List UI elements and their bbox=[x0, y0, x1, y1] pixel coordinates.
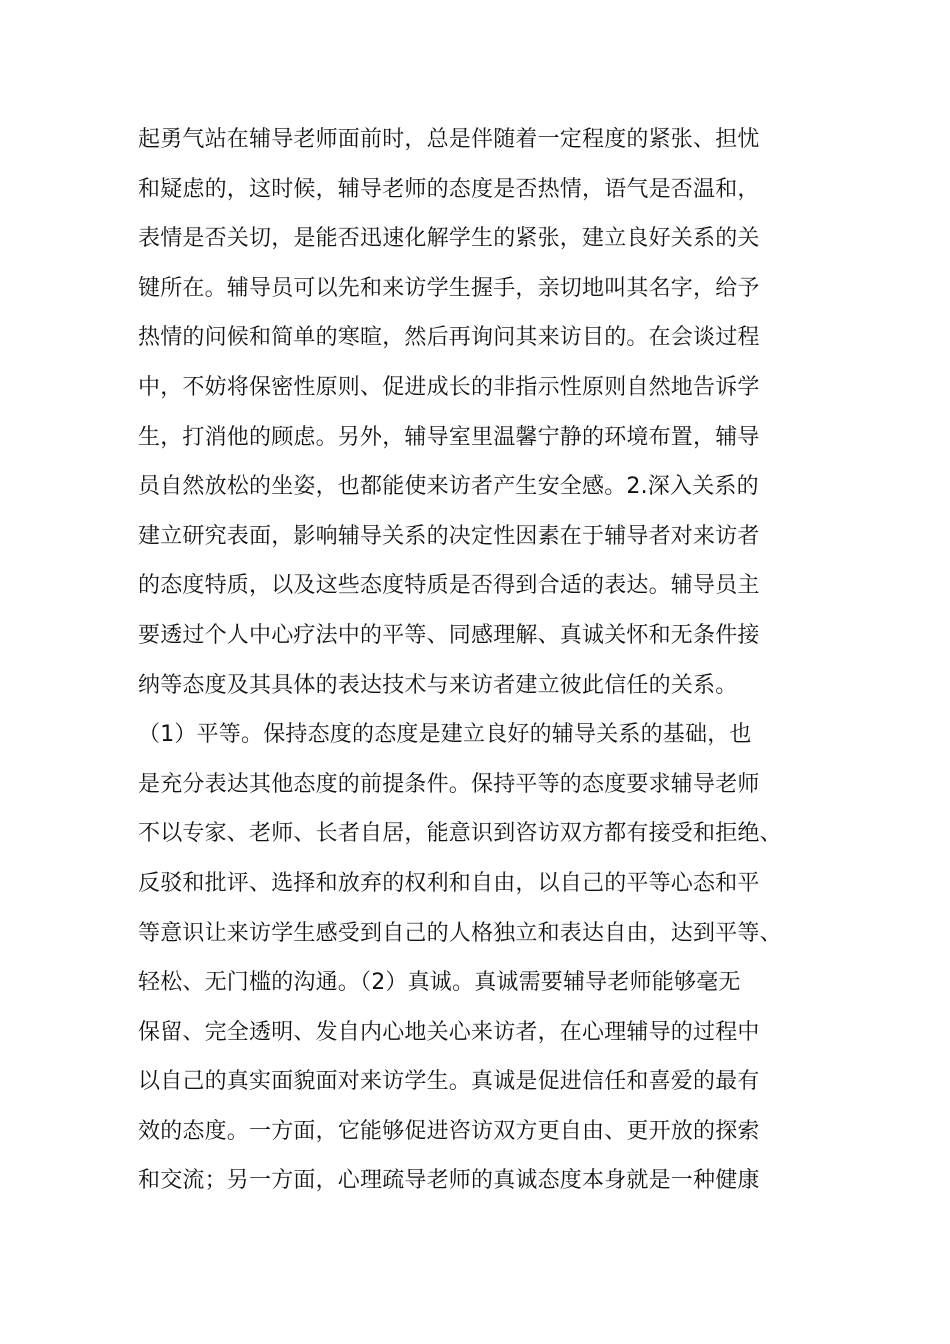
text-line: 保留、完全透明、发自内心地关心来访者，在心理辅导的过程中 bbox=[138, 1019, 760, 1045]
text-line: 生，打消他的顾虑。另外，辅导室里温馨宁静的环境布置，辅导 bbox=[138, 424, 760, 450]
text-line: 纳等态度及其具体的表达技术与来访者建立彼此信任的关系。 bbox=[138, 672, 738, 698]
text-line: 轻松、无门槛的沟通。（2）真诚。真诚需要辅导老师能够毫无 bbox=[138, 970, 741, 996]
text-line: 表情是否关切，是能否迅速化解学生的紧张，建立良好关系的关 bbox=[138, 226, 760, 252]
body-text bbox=[138, 115, 838, 1206]
text-line: 键所在。辅导员可以先和来访学生握手，亲切地叫其名字，给予 bbox=[138, 275, 760, 301]
text-line: 不以专家、老师、长者自居，能意识到咨访双方都有接受和拒绝、 bbox=[138, 821, 782, 847]
text-line: 和交流；另一方面，心理疏导老师的真诚态度本身就是一种健康 bbox=[138, 1168, 760, 1194]
text-line: 效的态度。一方面，它能够促进咨访双方更自由、更开放的探索 bbox=[138, 1118, 760, 1144]
text-line: 是充分表达其他态度的前提条件。保持平等的态度要求辅导老师 bbox=[138, 771, 760, 797]
text-line: 以自己的真实面貌面对来访学生。真诚是促进信任和喜爱的最有 bbox=[138, 1069, 760, 1095]
text-line: （1）平等。保持态度的态度是建立良好的辅导关系的基础，也 bbox=[138, 722, 752, 748]
text-line: 要透过个人中心疗法中的平等、同感理解、真诚关怀和无条件接 bbox=[138, 622, 760, 648]
text-line: 的态度特质，以及这些态度特质是否得到合适的表达。辅导员主 bbox=[138, 573, 760, 599]
text-line: 反驳和批评、选择和放弃的权利和自由，以自己的平等心态和平 bbox=[138, 870, 760, 896]
text-line: 中，不妨将保密性原则、促进成长的非指示性原则自然地告诉学 bbox=[138, 374, 760, 400]
text-line: 起勇气站在辅导老师面前时，总是伴随着一定程度的紧张、担忧 bbox=[138, 127, 760, 152]
text-line: 热情的问候和简单的寒暄，然后再询问其来访目的。在会谈过程 bbox=[138, 325, 760, 351]
text-line: 员自然放松的坐姿，也都能使来访者产生安全感。2.深入关系的 bbox=[138, 474, 759, 500]
text-line: 建立研究表面，影响辅导关系的决定性因素在于辅导者对来访者 bbox=[138, 523, 760, 549]
text-line: 和疑虑的，这时候，辅导老师的态度是否热情，语气是否温和， bbox=[138, 176, 760, 202]
text-line: 等意识让来访学生感受到自己的人格独立和表达自由，达到平等、 bbox=[138, 920, 782, 946]
